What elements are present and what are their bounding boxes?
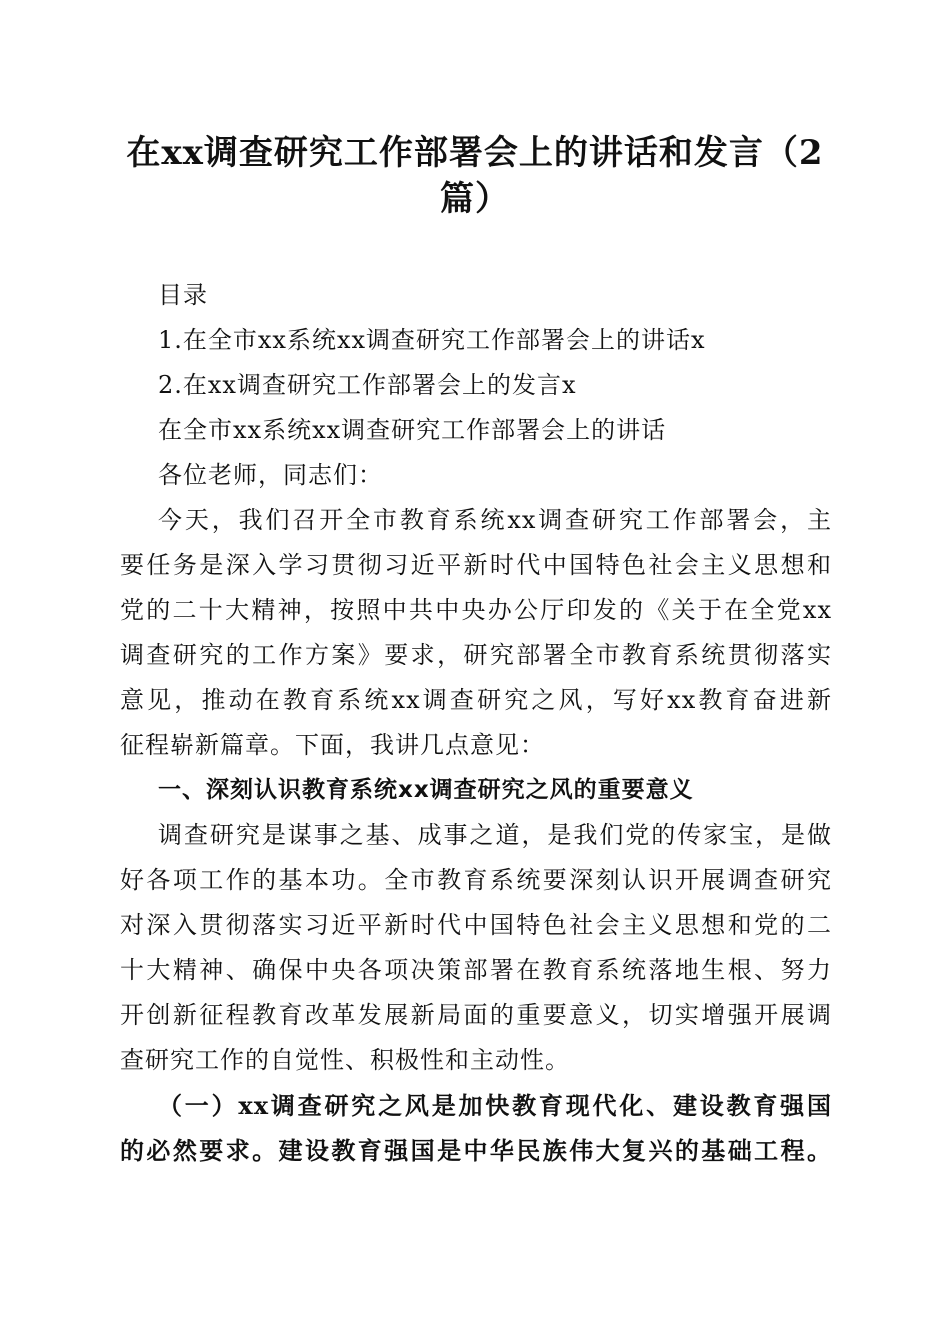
speech-title: 在全市xx系统xx调查研究工作部署会上的讲话	[158, 416, 667, 444]
document-title: 在xx调查研究工作部署会上的讲话和发言（2篇）	[126, 133, 824, 219]
section-1-line-2: 好各项工作的基本功。全市教育系统要深刻认识开展调查研究	[120, 866, 832, 894]
subsection-1-line-1: （一）xx调查研究之风是加快教育现代化、建设教育强国	[158, 1091, 832, 1120]
intro-line-2: 要任务是深入学习贯彻习近平新时代中国特色社会主义思想和	[120, 551, 832, 579]
section-1-line-5: 开创新征程教育改革发展新局面的重要意义，切实增强开展调	[120, 1001, 832, 1029]
subsection-1-line-2: 的必然要求。建设教育强国是中华民族伟大复兴的基础工程。	[120, 1136, 832, 1165]
intro-line-6: 征程崭新篇章。下面，我讲几点意见：	[120, 731, 545, 759]
intro-line-3: 党的二十大精神，按照中共中央办公厅印发的《关于在全党xx	[120, 596, 832, 624]
toc-item-2[interactable]: 2.在xx调查研究工作部署会上的发言x	[158, 371, 577, 399]
intro-line-1: 今天，我们召开全市教育系统xx调查研究工作部署会，主	[158, 506, 832, 534]
section-1-line-3: 对深入贯彻落实习近平新时代中国特色社会主义思想和党的二	[120, 911, 832, 939]
section-1-line-6: 查研究工作的自觉性、积极性和主动性。	[120, 1046, 570, 1074]
toc-item-1[interactable]: 1.在全市xx系统xx调查研究工作部署会上的讲话x	[158, 326, 706, 354]
toc-heading: 目录	[158, 281, 208, 309]
greeting: 各位老师，同志们：	[158, 461, 383, 489]
section-1-line-4: 十大精神、确保中央各项决策部署在教育系统落地生根、努力	[120, 956, 832, 984]
intro-line-5: 意见，推动在教育系统xx调查研究之风，写好xx教育奋进新	[120, 686, 832, 714]
section-1-line-1: 调查研究是谋事之基、成事之道，是我们党的传家宝，是做	[158, 821, 832, 849]
section-1-heading: 一、深刻认识教育系统xx调查研究之风的重要意义	[158, 777, 694, 803]
intro-line-4: 调查研究的工作方案》要求，研究部署全市教育系统贯彻落实	[120, 641, 832, 669]
